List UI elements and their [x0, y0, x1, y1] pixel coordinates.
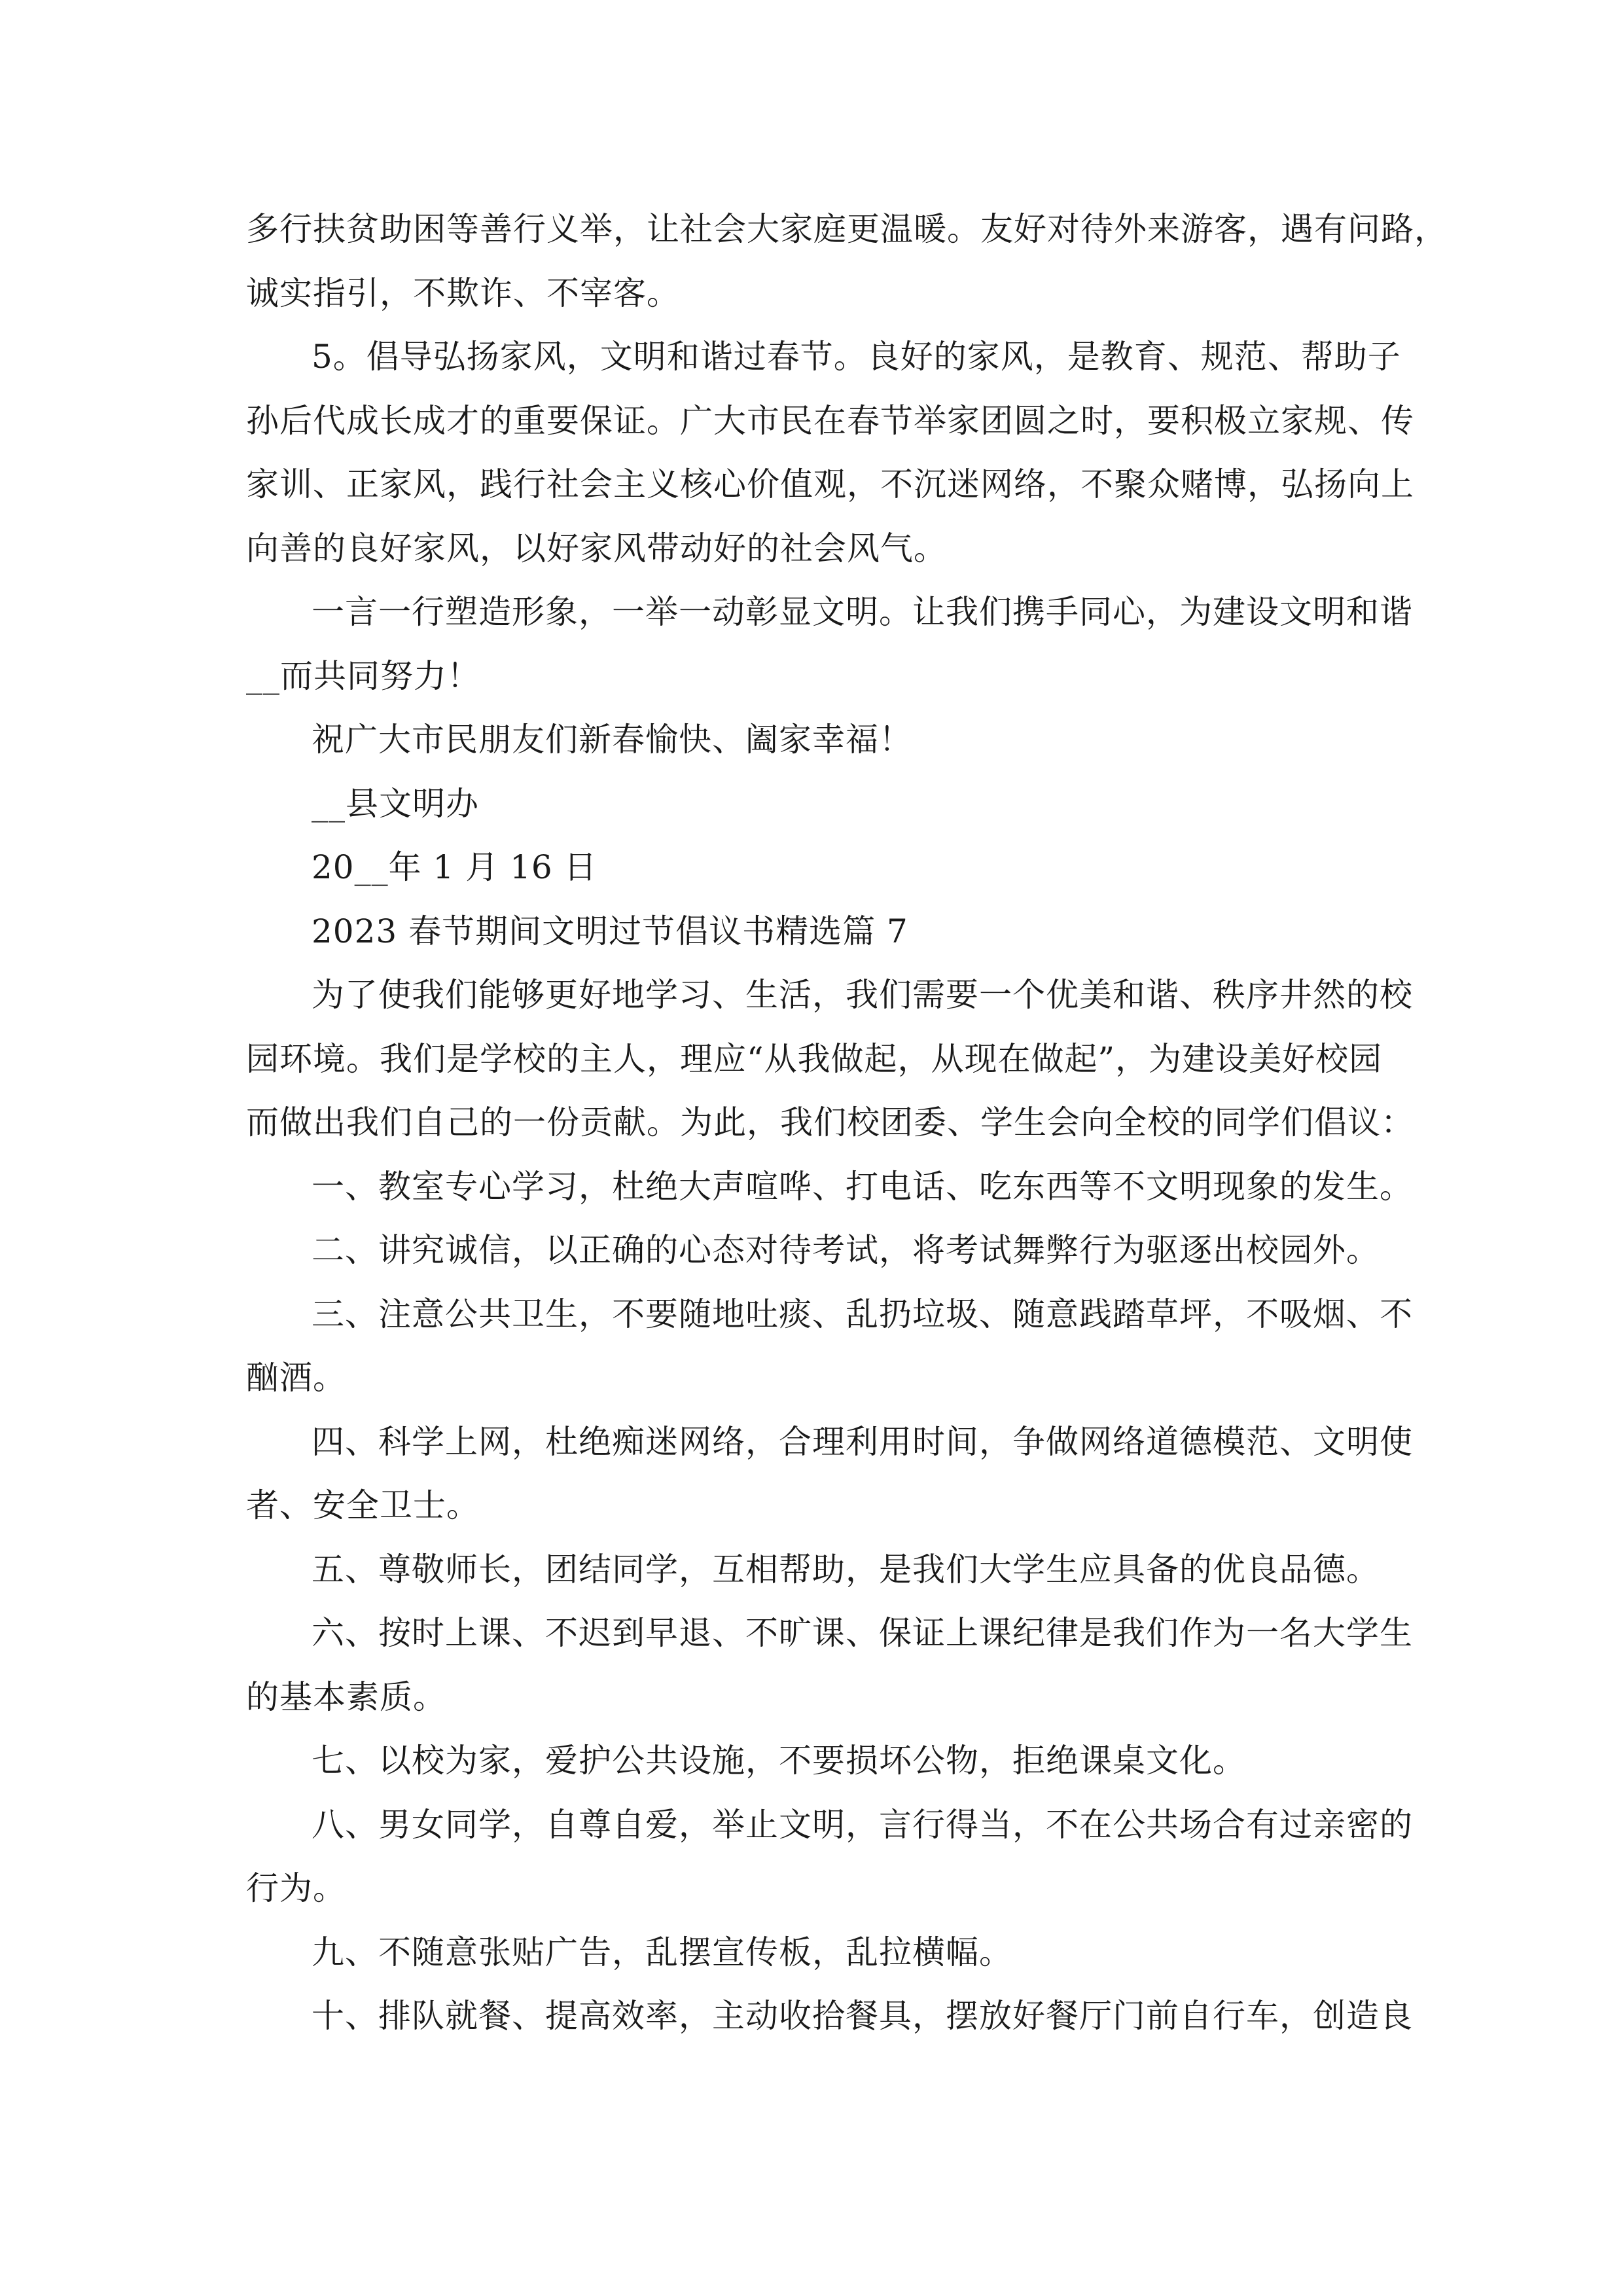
text-line: 向善的良好家风，以好家风带动好的社会风气。 — [246, 529, 947, 567]
list-item: 二、讲究诚信，以正确的心态对待考试，将考试舞弊行为驱逐出校园外。 — [312, 1231, 1380, 1269]
signature-line: __县文明办 — [312, 784, 479, 823]
text-line: 园环境。我们是学校的主人，理应“从我做起，从现在做起”，为建设美好校园 — [246, 1039, 1383, 1078]
document-body — [246, 198, 1448, 2049]
list-item-continuation: 者、安全卫士。 — [246, 1486, 480, 1524]
list-item: 十、排队就餐、提高效率，主动收拾餐具，摆放好餐厅门前自行车，创造良 — [312, 1997, 1413, 2035]
list-item-continuation: 的基本素质。 — [246, 1677, 446, 1716]
text-line: 为了使我们能够更好地学习、生活，我们需要一个优美和谐、秩序井然的校 — [312, 976, 1413, 1014]
date-line: 20__年 1 月 16 日 — [312, 848, 597, 886]
text-line: 多行扶贫助困等善行义举，让社会大家庭更温暖。友好对待外来游客，遇有问路， — [246, 210, 1448, 248]
greeting-line: 祝广大市民朋友们新春愉快、阖家幸福！ — [312, 721, 912, 759]
text-line: 一言一行塑造形象，一举一动彰显文明。让我们携手同心，为建设文明和谐 — [312, 593, 1413, 631]
list-item: 一、教室专心学习，杜绝大声喧哗、打电话、吃东西等不文明现象的发生。 — [312, 1167, 1413, 1206]
text-line: 诚实指引，不欺诈、不宰客。 — [246, 274, 680, 312]
list-item-continuation: 酗酒。 — [246, 1359, 346, 1397]
text-line: 孙后代成长成才的重要保证。广大市民在春节举家团圆之时，要积极立家规、传 — [246, 401, 1414, 440]
text-line: 家训、正家风，践行社会主义核心价值观，不沉迷网络，不聚众赌博，弘扬向上 — [246, 465, 1414, 503]
list-item-continuation: 行为。 — [246, 1869, 346, 1907]
list-item: 七、以校为家，爱护公共设施，不要损坏公物，拒绝课桌文化。 — [312, 1742, 1246, 1780]
text-line: 而做出我们自己的一份贡献。为此，我们校团委、学生会向全校的同学们倡议： — [246, 1103, 1414, 1141]
section-title: 2023 春节期间文明过节倡议书精选篇 7 — [312, 912, 908, 950]
list-item: 六、按时上课、不迟到早退、不旷课、保证上课纪律是我们作为一名大学生 — [312, 1614, 1413, 1652]
text-line: 5。倡导弘扬家风，文明和谐过春节。良好的家风，是教育、规范、帮助子 — [312, 338, 1401, 376]
list-item: 四、科学上网，杜绝痴迷网络，合理利用时间，争做网络道德模范、文明使 — [312, 1422, 1413, 1461]
list-item: 八、男女同学，自尊自爱，举止文明，言行得当，不在公共场合有过亲密的 — [312, 1805, 1413, 1844]
text-line: __而共同努力！ — [246, 656, 480, 695]
list-item: 九、不随意张贴广告，乱摆宣传板，乱拉横幅。 — [312, 1933, 1012, 1971]
list-item: 三、注意公共卫生，不要随地吐痰、乱扔垃圾、随意践踏草坪，不吸烟、不 — [312, 1295, 1413, 1333]
list-item: 五、尊敬师长，团结同学，互相帮助，是我们大学生应具备的优良品德。 — [312, 1550, 1380, 1588]
